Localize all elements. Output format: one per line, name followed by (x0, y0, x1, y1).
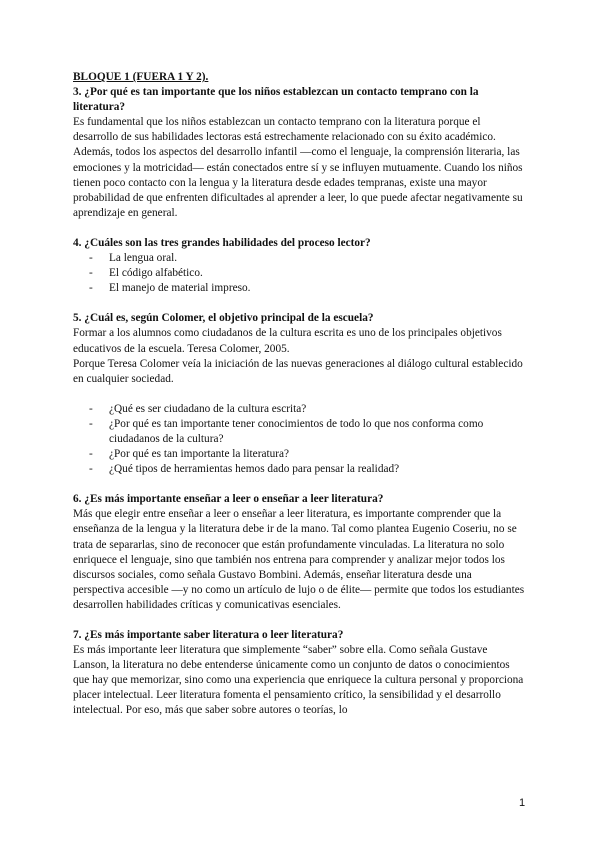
block-title: BLOQUE 1 (FUERA 1 Y 2). (73, 71, 209, 83)
question-7-answer: Es más importante leer literatura que simplemente “saber” sobre ella. Como señala Gustave Lanson, la literatura no debe entenderse únicamente como un conjunto de datos o conocimientos que hay que memorizar, sino como una experiencia que enriquece la cultura personal y proporciona placer intelectual. Leer literatura fomenta el pensamiento crítico, la sensibilidad y el desarrollo intelectual. Por eso, más que saber sobre autores o teorías, lo (73, 644, 524, 717)
list-item: - ¿Qué es ser ciudadano de la cultura escrita? (89, 402, 525, 417)
question-6-answer: Más que elegir entre enseñar a leer o enseñar a leer literatura, es importante comprender que la enseñanza de la lengua y la literatura debe ir de la mano. Tal como plantea Eugenio Coseriu, no se trata de separarlas, sino de reconocer que están profundamente vinculadas. La literatura no solo enriquece el lenguaje, sino que también nos entrena para comprender y analizar mejor todos los discursos sociales, como señala Gustavo Bombini. Además, enseñar literatura desde una perspectiva accesible —y no como un artículo de lujo o de élite— permite que todos los estudiantes desarrollen habilidades críticas y comunicativas esenciales. (73, 508, 525, 611)
question-4-list (73, 251, 525, 296)
question-5-answer-1: Formar a los alumnos como ciudadanos de la cultura escrita es uno de los principales objetivos educativos de la escuela. Teresa Colomer, 2005. (73, 327, 502, 355)
question-5-heading: 5. ¿Cuál es, según Colomer, el objetivo principal de la escuela? (73, 312, 374, 325)
list-item: - ¿Por qué es tan importante la literatura? (89, 447, 525, 462)
question-3-answer: Es fundamental que los niños establezcan un contacto temprano con la literatura porque el desarrollo de sus habilidades lectoras está estrechamente relacionado con su éxito académico. Además, todos los aspectos del desarrollo infantil —como el lenguaje, la comprensión literaria, las emociones y la motricidad— están conectados entre sí y se influyen mutuamente. Cuando los niños tienen poco contacto con la lengua y la literatura desde edades tempranas, existe una mayor probabilidad de que enfrenten dificultades al aprender a leer, lo que puede afectar negativamente su aprendizaje en general. (73, 116, 523, 219)
list-item: - ¿Por qué es tan importante tener conocimientos de todo lo que nos conforma como ciudadanos de la cultura? (89, 417, 525, 447)
question-5-list (73, 402, 525, 477)
list-item: - ¿Qué tipos de herramientas hemos dado para pensar la realidad? (89, 462, 525, 477)
page-number: 1 (519, 797, 526, 809)
question-3-heading: 3. ¿Por qué es tan importante que los niños establezcan un contacto temprano con la literatura? (73, 86, 479, 114)
question-4-heading: 4. ¿Cuáles son las tres grandes habilidades del proceso lector? (73, 236, 371, 249)
question-7-heading: 7. ¿Es más importante saber literatura o leer literatura? (73, 629, 344, 641)
question-5-answer-2: Porque Teresa Colomer veía la iniciación de las nuevas generaciones al diálogo cultural establecido en cualquier sociedad. (73, 357, 523, 385)
list-item: - El código alfabético. (89, 266, 525, 281)
question-6-heading: 6. ¿Es más importante enseñar a leer o enseñar a leer literatura? (73, 493, 384, 506)
document-page (73, 70, 525, 719)
list-item: - La lengua oral. (89, 251, 525, 266)
list-item: - El manejo de material impreso. (89, 281, 525, 296)
